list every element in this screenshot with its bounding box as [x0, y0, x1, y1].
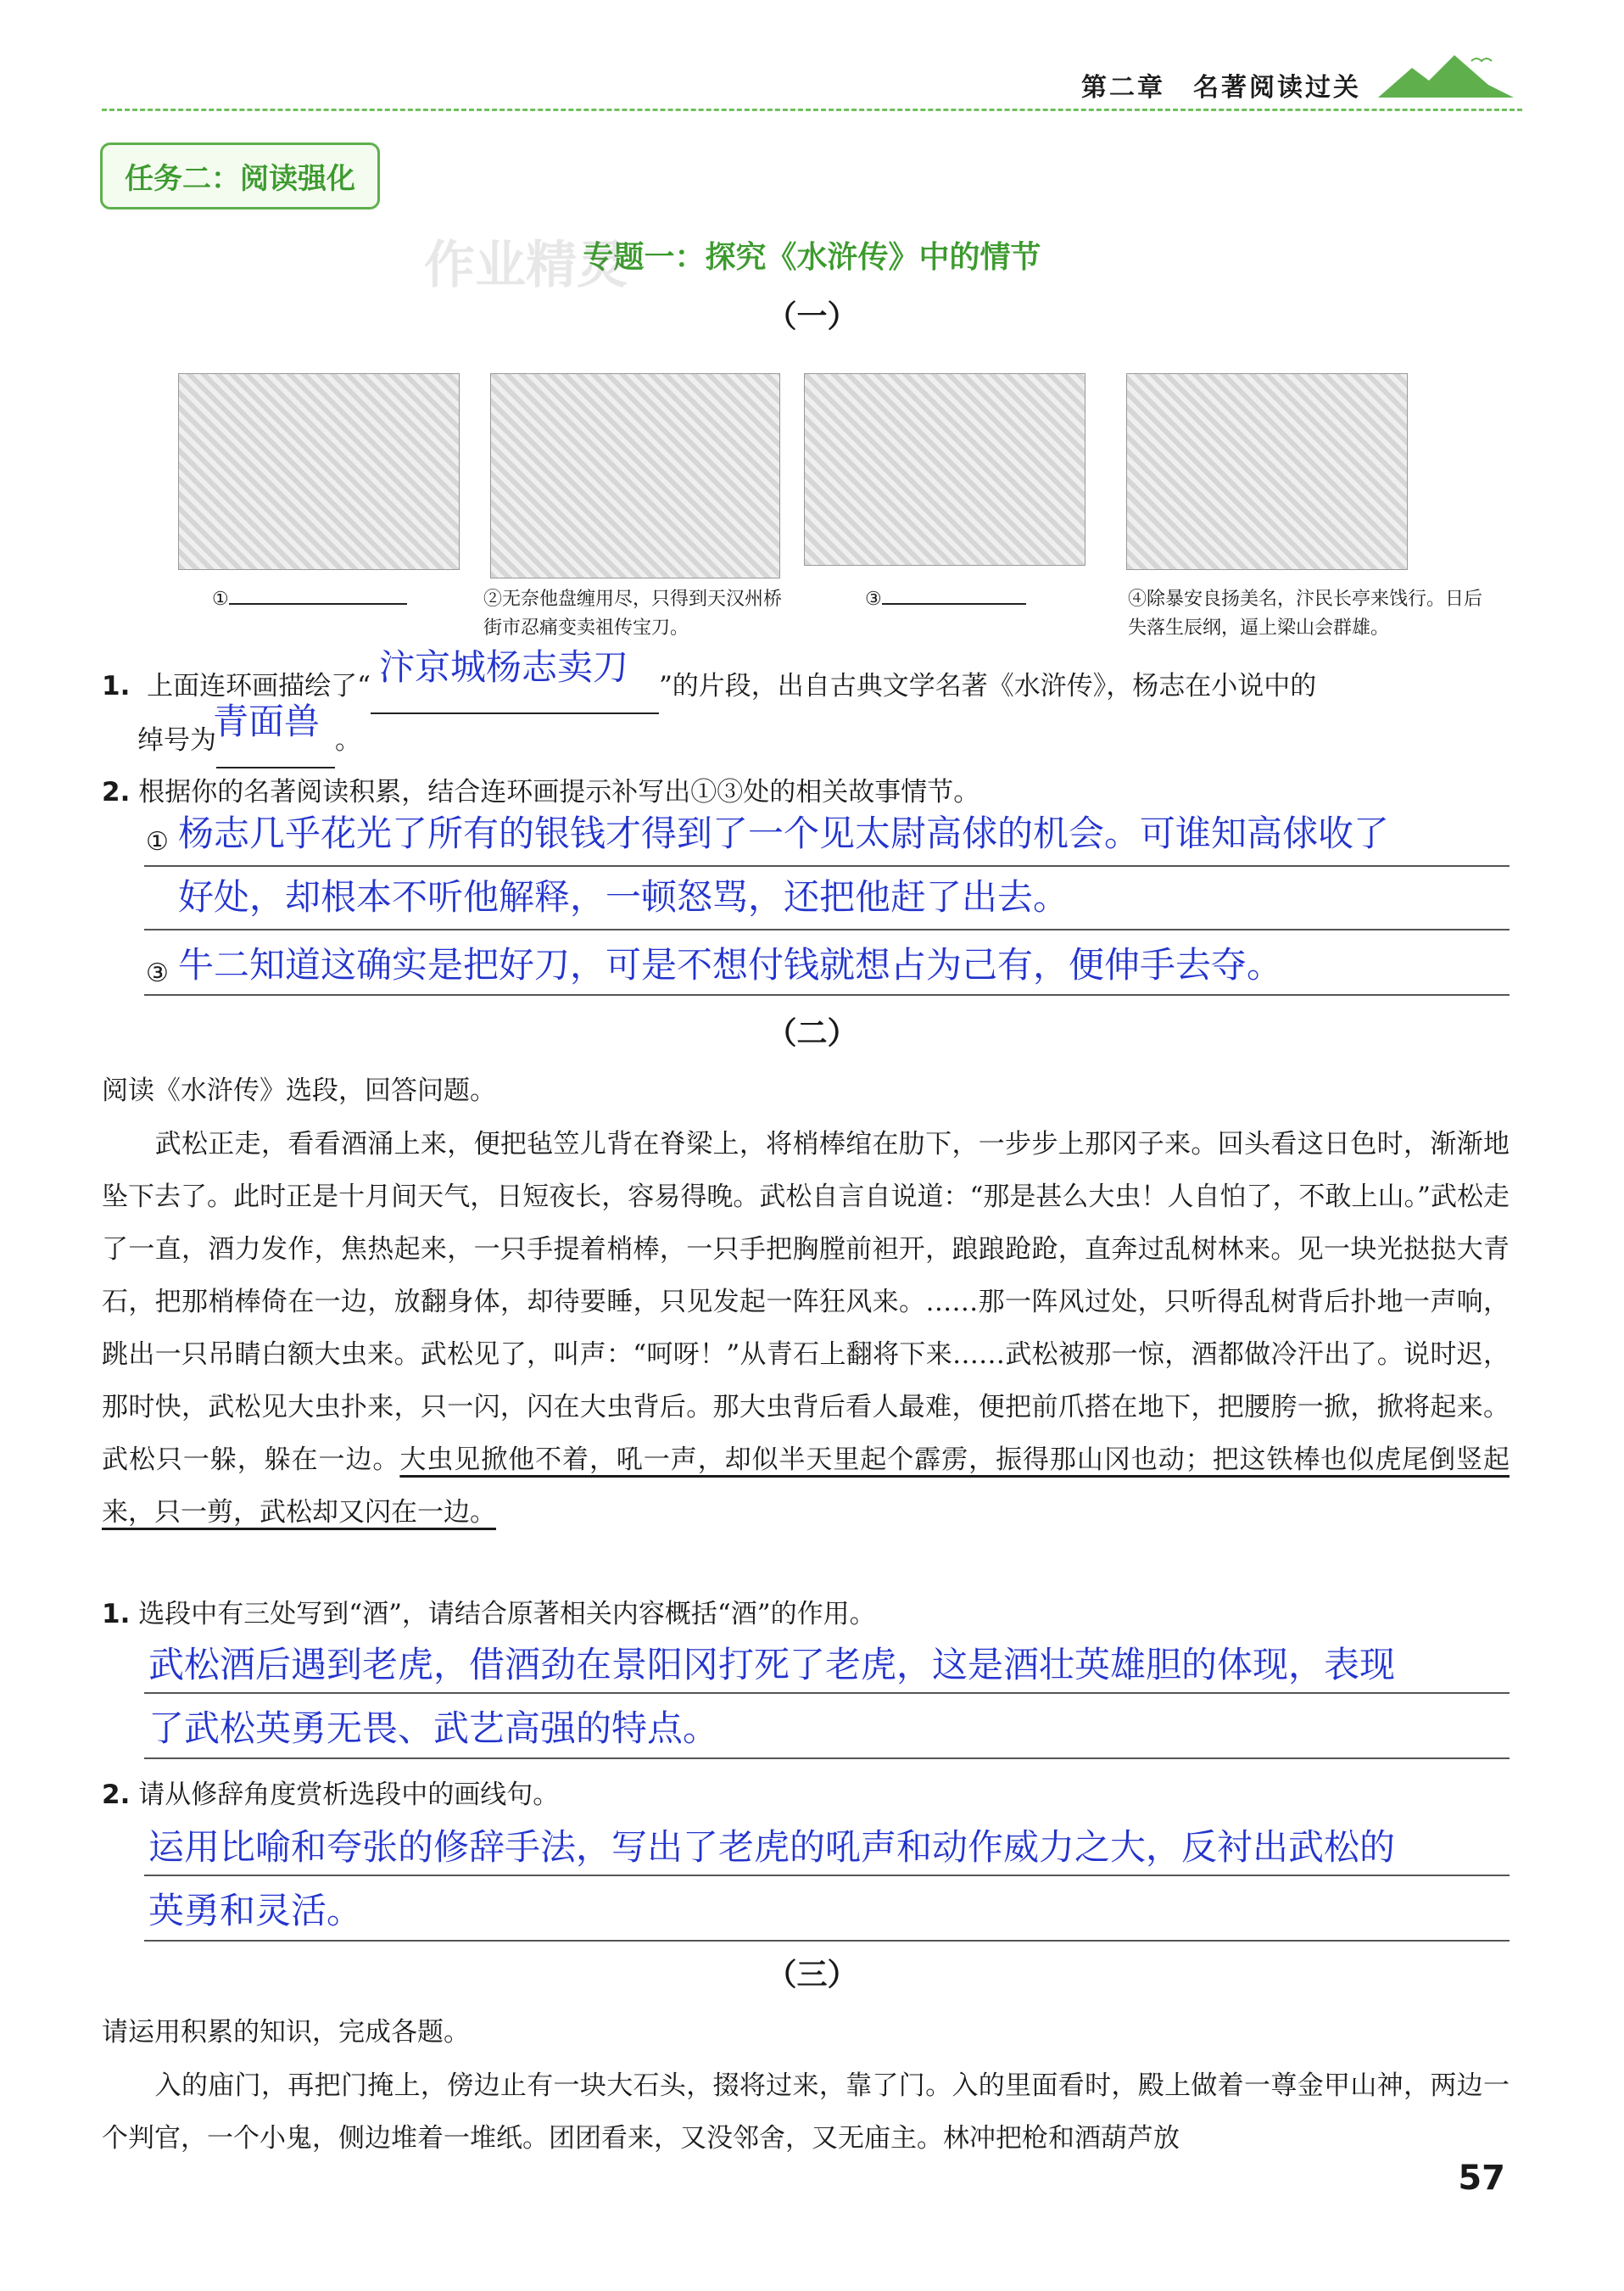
- s2-answer-2-line-1: 运用比喻和夸张的修辞手法，写出了老虎的吼声和动作威力之大，反衬出武松的: [148, 1826, 1396, 1868]
- answer-line: [144, 929, 1510, 930]
- caption-4: ④除暴安良扬美名，汴民长亭来饯行。日后失落生辰纲，逼上梁山会群雄。: [1128, 589, 1483, 639]
- s2-answer-2-line-2: 英勇和灵活。: [148, 1890, 363, 1931]
- answer-3-line-1: 牛二知道这确实是把好刀，可是不想付钱就想占为己有，便伸手去夺。: [178, 944, 1283, 986]
- caption-1: ①: [212, 585, 407, 614]
- s2-intro: 阅读《水浒传》选段，回答问题。: [102, 1076, 496, 1106]
- section-heading-3: （三）: [766, 1958, 858, 1992]
- answer-line: [144, 865, 1510, 867]
- answer-3-mark: ③: [146, 958, 169, 988]
- comic-panel-2: [490, 373, 780, 578]
- s2-question-2: 2. 请从修辞角度赏析选段中的画线句。: [102, 1780, 560, 1810]
- s1-question-2: 2. 根据你的名著阅读积累，结合连环画提示补写出①③处的相关故事情节。: [102, 777, 980, 807]
- watermark: 作业精灵: [424, 236, 628, 295]
- s2-answer-1-line-2: 了武松英勇无畏、武艺高强的特点。: [148, 1707, 719, 1749]
- s3-intro: 请运用积累的知识，完成各题。: [102, 2017, 470, 2048]
- answer-1-line-1: 杨志几乎花光了所有的银钱才得到了一个见太尉高俅的机会。可谁知高俅收了: [178, 813, 1390, 854]
- section-heading-1: （一）: [766, 299, 858, 334]
- topic-title: 专题一：探究《水浒传》中的情节: [583, 240, 1041, 275]
- page-number: 57: [1458, 2159, 1505, 2198]
- answer-q1-1: 汴京城杨志卖刀: [378, 646, 628, 688]
- answer-line: [144, 1940, 1510, 1942]
- answer-line: [144, 994, 1510, 996]
- s1-question-1: 1. 上面连环画描绘了“ 汴京城杨志卖刀 ”的片段，出自古典文学名著《水浒传》，杨志在小说中的 绰号为 青面兽 。: [102, 660, 1510, 768]
- underlined-sentence: 大虫见掀他不着，吼一声，却似半天里起个霹雳，振得那山冈也动；把这铁棒也似虎尾倒竖起来，只一剪，武松却又闪在一边。: [102, 1444, 1510, 1528]
- section-heading-2: （二）: [766, 1016, 858, 1051]
- chapter-title: 第二章 名著阅读过关: [1081, 73, 1361, 103]
- answer-line: [144, 1757, 1510, 1759]
- comic-panel-4: [1126, 373, 1408, 570]
- s2-question-1: 1. 选段中有三处写到“酒”，请结合原著相关内容概括“酒”的作用。: [102, 1599, 876, 1629]
- header-divider: [102, 109, 1522, 111]
- answer-line: [144, 1692, 1510, 1694]
- answer-line: [144, 1875, 1510, 1876]
- comic-panel-1: [178, 373, 460, 570]
- caption-3: ③: [865, 585, 1026, 614]
- answer-q1-2: 青面兽: [213, 701, 321, 742]
- answer-1-mark: ①: [146, 827, 169, 857]
- task-label: 任务二：阅读强化: [100, 142, 380, 210]
- s2-passage: 武松正走，看看酒涌上来，便把毡笠儿背在脊梁上，将梢棒绾在肋下，一步步上那冈子来。回头看这日色时，渐渐地坠下去了。此时正是十月间天气，日短夜长，容易得晚。武松自言自说道：“那是甚么大虫！人自怕了，不敢上山。”武松走了一直，酒力发作，焦热起来，一只手提着梢棒，一只手把胸膛前袒开，踉踉跄跄，直奔过乱树林来。见一块光挞挞大青石，把那梢棒倚在一边，放翻身体，却待要睡，只见发起一阵狂风来。……那一阵风过处，只听得乱树背后扑地一声响，跳出一只吊睛白额大虫来。武松见了，叫声：“呵呀！”从青石上翻将下来……武松被那一惊，酒都做冷汗出了。说时迟，那时快，武松见大虫扑来，只一闪，闪在大虫背后。那大虫背后看人最难，便把前爪搭在地下，把腰胯一掀，掀将起来。武松只一躲，躲在一边。大虫见掀他不着，吼一声，却似半天里起个霹雳，振得那山冈也动；把这铁棒也似虎尾倒竖起来，只一剪，武松却又闪在一边。: [102, 1129, 1510, 1528]
- mountain-icon: [1378, 51, 1514, 102]
- answer-1-line-2: 好处，却根本不听他解释，一顿怒骂，还把他赶了出去。: [178, 876, 1069, 918]
- comic-panel-3: [804, 373, 1085, 566]
- s3-passage: 入的庙门，再把门掩上，傍边止有一块大石头，掇将过来，靠了门。入的里面看时，殿上做着一尊金甲山神，两边一个判官，一个小鬼，侧边堆着一堆纸。团团看来，又没邻舍，又无庙主。林冲把枪和酒葫芦放: [102, 2070, 1510, 2154]
- s2-answer-1-line-1: 武松酒后遇到老虎，借酒劲在景阳冈打死了老虎，这是酒壮英雄胆的体现，表现: [148, 1644, 1396, 1685]
- caption-2: ②无奈他盘缠用尽，只得到天汉州桥街市忍痛变卖祖传宝刀。: [483, 589, 783, 639]
